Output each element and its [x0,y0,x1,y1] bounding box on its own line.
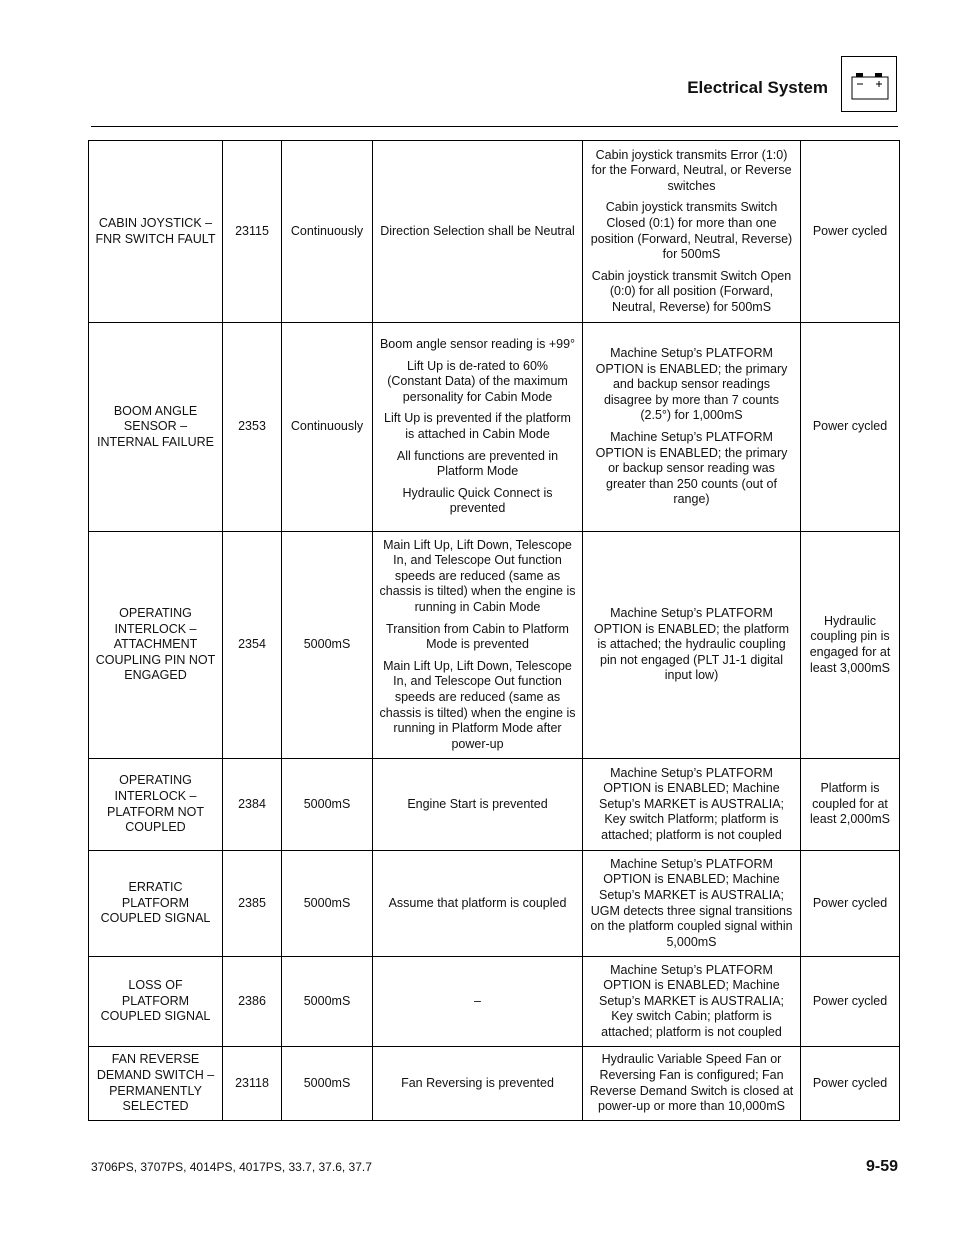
condition-cell-paragraph: Machine Setup’s PLATFORM OPTION is ENABLED; Machine Setup’s MARKET is AUSTRALIA; Key switch Platform; platform is attached; platform is not coupled [598,765,785,842]
table-row [89,1047,900,1121]
fault-code-cell: 2353 [223,323,282,532]
clear-condition-cell: Power cycled [801,141,900,323]
detection-time-cell: Continuously [282,323,373,532]
fault-name-cell: BOOM ANGLE SENSOR – INTERNAL FAILURE [89,323,223,532]
condition-cell-paragraph: Cabin joystick transmits Error (1:0) for the Forward, Neutral, or Reverse switches [591,147,792,193]
response-cell-paragraph: Fan Reversing is prevented [401,1075,554,1090]
response-cell-paragraph: Engine Start is prevented [407,796,548,811]
condition-cell-paragraph: Machine Setup’s PLATFORM OPTION is ENABLED; the platform is attached; the hydraulic coupling pin not engaged (PLT J1-1 digital input low) [593,606,790,683]
table-row [89,957,900,1047]
condition-cell [583,1047,801,1121]
fault-code-cell: 23115 [223,141,282,323]
response-cell-paragraph: Main Lift Up, Lift Down, Telescope In, and Telescope Out function speeds are reduced (same as chassis is tilted) when the engine is running in Platform Mode after power-up [379,658,576,751]
table-row [89,323,900,532]
response-cell [373,851,583,957]
condition-cell [583,851,801,957]
response-cell-paragraph: – [474,993,481,1008]
condition-cell [583,759,801,851]
response-cell-paragraph: Transition from Cabin to Platform Mode is prevented [386,621,569,652]
fault-code-cell: 2384 [223,759,282,851]
response-cell-paragraph: All functions are prevented in Platform Mode [396,448,559,479]
condition-cell-paragraph: Hydraulic Variable Speed Fan or Reversing Fan is configured; Fan Reverse Demand Switch is closed at power-up or more than 10,000mS [589,1052,794,1114]
condition-cell [583,532,801,759]
fault-name-cell: OPERATING INTERLOCK – PLATFORM NOT COUPLED [89,759,223,851]
response-cell [373,957,583,1047]
detection-time-cell: Continuously [282,141,373,323]
response-cell-paragraph: Direction Selection shall be Neutral [380,223,575,238]
detection-time-cell: 5000mS [282,1047,373,1121]
condition-cell [583,323,801,532]
clear-condition-cell: Power cycled [801,957,900,1047]
response-cell [373,532,583,759]
fault-name-cell: CABIN JOYSTICK – FNR SWITCH FAULT [89,141,223,323]
response-cell-paragraph: Assume that platform is coupled [388,895,567,910]
section-icon-box [841,56,897,112]
fault-table [88,140,900,1121]
fault-name-cell: FAN REVERSE DEMAND SWITCH – PERMANENTLY SELECTED [89,1047,223,1121]
detection-time-cell: 5000mS [282,532,373,759]
table-row [89,532,900,759]
detection-time-cell: 5000mS [282,851,373,957]
footer-models: 3706PS, 3707PS, 4014PS, 4017PS, 33.7, 37.6, 37.7 [91,1160,372,1174]
detection-time-cell: 5000mS [282,957,373,1047]
response-cell-paragraph: Lift Up is prevented if the platform is attached in Cabin Mode [384,411,571,441]
fault-name-cell: OPERATING INTERLOCK – ATTACHMENT COUPLING PIN NOT ENGAGED [89,532,223,759]
header-divider [91,126,898,127]
battery-icon [842,57,896,111]
clear-condition-cell: Power cycled [801,851,900,957]
fault-name-cell: ERRATIC PLATFORM COUPLED SIGNAL [89,851,223,957]
response-cell-paragraph: Lift Up is de-rated to 60% (Constant Data) of the maximum personality for Cabin Mode [387,358,568,404]
fault-code-cell: 2354 [223,532,282,759]
response-cell [373,1047,583,1121]
condition-cell-paragraph: Cabin joystick transmits Switch Closed (0:1) for more than one position (Forward, Neutral, Reverse) for 500mS [590,200,793,262]
condition-cell-paragraph: Cabin joystick transmit Switch Open (0:0) for all position (Forward, Neutral, Reverse) for 500mS [591,268,792,314]
condition-cell [583,141,801,323]
clear-condition-cell: Platform is coupled for at least 2,000mS [801,759,900,851]
fault-code-cell: 2386 [223,957,282,1047]
detection-time-cell: 5000mS [282,759,373,851]
condition-cell-paragraph: Machine Setup’s PLATFORM OPTION is ENABLED; the primary or backup sensor reading was greater than 250 counts (out of range) [595,430,788,507]
page-title: Electrical System [687,78,828,97]
condition-cell-paragraph: Machine Setup’s PLATFORM OPTION is ENABLED; Machine Setup’s MARKET is AUSTRALIA; Key switch Cabin; platform is attached; platform is not coupled [598,962,785,1039]
clear-condition-cell: Power cycled [801,1047,900,1121]
response-cell-paragraph: Main Lift Up, Lift Down, Telescope In, and Telescope Out function speeds are reduced (same as chassis is tilted) when the engine is running in Cabin Mode [379,537,576,615]
condition-cell [583,957,801,1047]
response-cell [373,759,583,851]
fault-code-cell: 2385 [223,851,282,957]
table-row [89,851,900,957]
response-cell-paragraph: Hydraulic Quick Connect is prevented [402,485,553,516]
table-row [89,759,900,851]
clear-condition-cell: Power cycled [801,323,900,532]
clear-condition-cell: Hydraulic coupling pin is engaged for at least 3,000mS [801,532,900,759]
table-row [89,141,900,323]
response-cell-paragraph: Boom angle sensor reading is +99° [379,337,576,352]
condition-cell-paragraph: Machine Setup’s PLATFORM OPTION is ENABLED; the primary and backup sensor readings disagree by more than 7 counts (2.5°) for 1,000mS [595,346,788,423]
response-cell [373,141,583,323]
condition-cell-paragraph: Machine Setup’s PLATFORM OPTION is ENABLED; Machine Setup’s MARKET is AUSTRALIA; UGM detects three signal transitions on the platform coupled signal within 5,000mS [590,856,793,949]
fault-name-cell: LOSS OF PLATFORM COUPLED SIGNAL [89,957,223,1047]
page-number: 9-59 [865,1158,898,1175]
response-cell [373,323,583,532]
fault-code-cell: 23118 [223,1047,282,1121]
